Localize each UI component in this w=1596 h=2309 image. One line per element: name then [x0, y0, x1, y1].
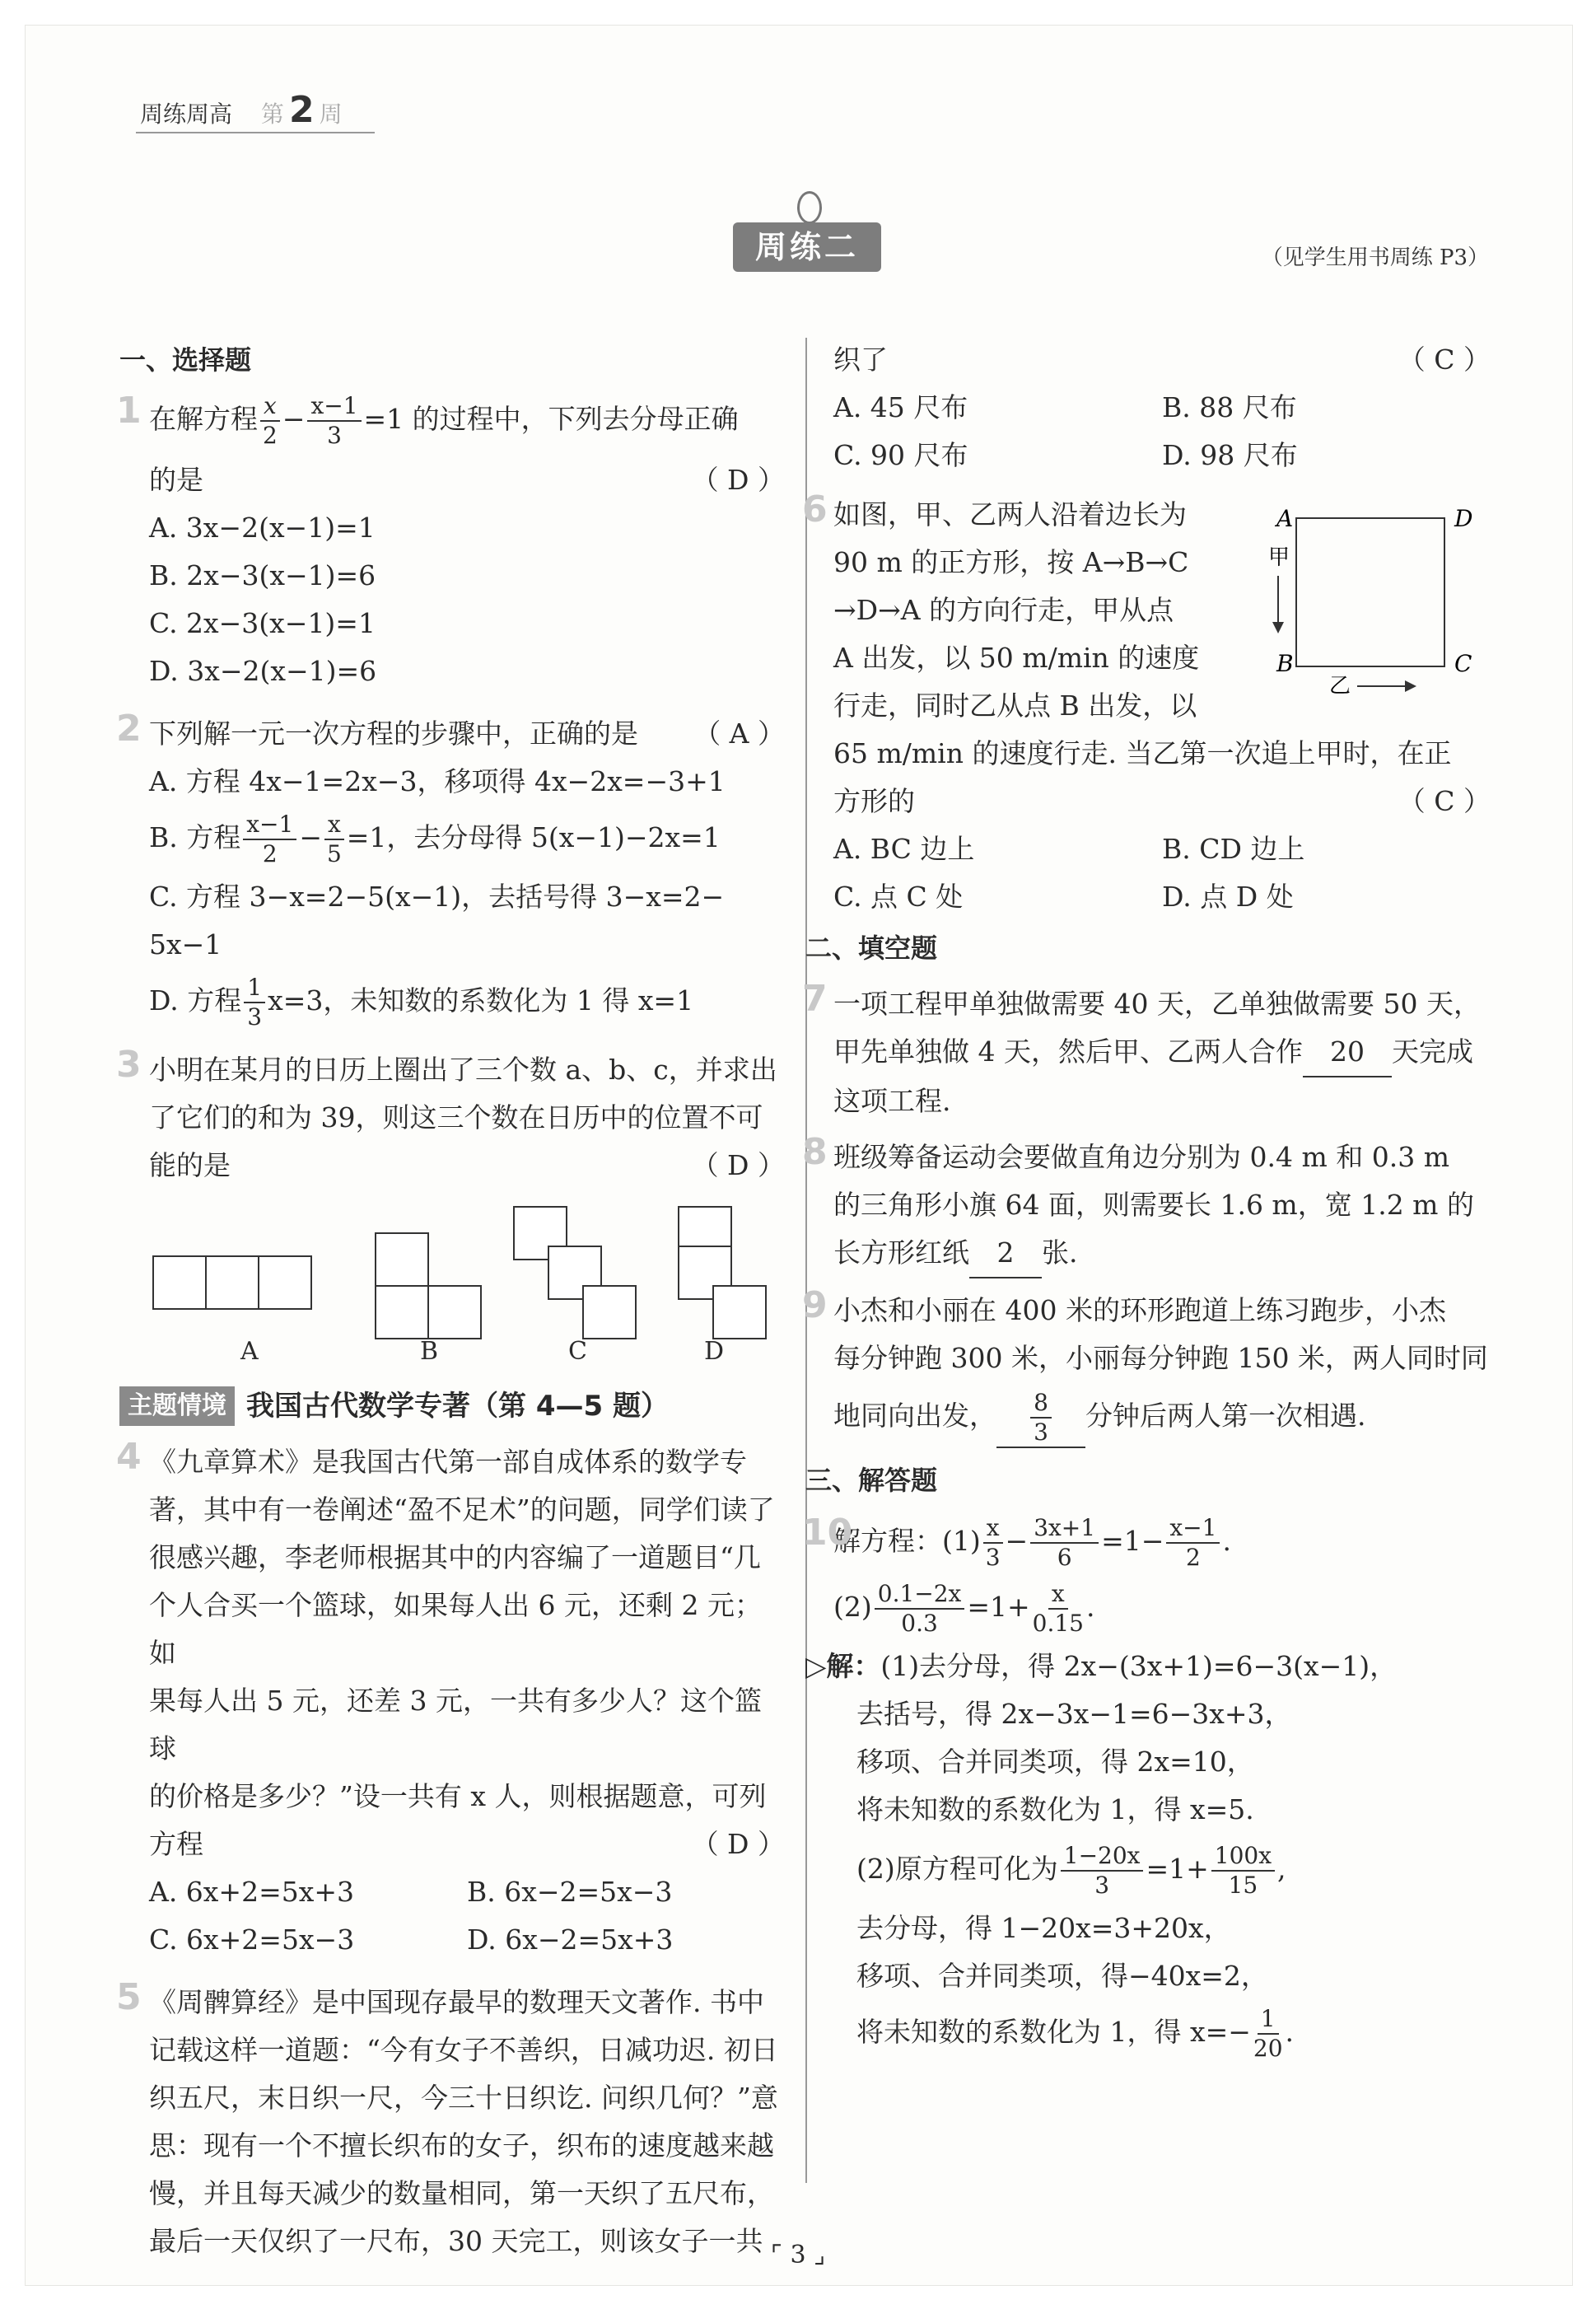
numerator: x−1 — [1166, 1514, 1220, 1544]
denominator: 15 — [1228, 1872, 1258, 1899]
answer-mark: （ D ） — [691, 1149, 785, 1181]
topic-tag: 主题情境 — [119, 1386, 235, 1426]
fill-blank-answer: 20 — [1303, 1028, 1392, 1077]
q1-text: 的是 — [149, 464, 203, 496]
option: A. 6x+2=5x+3 — [149, 1876, 354, 1908]
fig-c-cell — [582, 1285, 637, 1339]
equals: =1− — [1101, 1525, 1164, 1557]
fraction — [1030, 1514, 1099, 1572]
fill-blank-answer: 2 — [969, 1229, 1042, 1278]
numerator: 8 — [1030, 1389, 1052, 1419]
q4-text: 方程 — [149, 1828, 203, 1860]
fraction — [244, 974, 265, 1031]
section-solve: 三、解答题 — [805, 1465, 938, 1496]
denominator: 5 — [326, 840, 342, 867]
square-path-figure — [1260, 507, 1491, 696]
option: B. 6x−2=5x−3 — [467, 1876, 673, 1908]
fraction — [875, 1580, 965, 1638]
option-text: B. 方程 — [149, 821, 241, 853]
q7-line: 这项工程. — [833, 1085, 951, 1117]
solution-line: 将未知数的系数化为 1，得 x=5. — [856, 1793, 1254, 1825]
option: C. 点 C 处 — [833, 881, 964, 913]
option: B. CD 边上 — [1162, 833, 1305, 865]
arrowhead-yi — [1405, 680, 1416, 692]
option: C. 方程 3−x=2−5(x−1)，去括号得 3−x=2− — [149, 881, 725, 913]
q4-line: 很感兴趣，李老师根据其中的内容编了一道题目“几 — [149, 1541, 761, 1573]
option — [119, 974, 785, 1031]
fig-b-cell — [375, 1232, 429, 1287]
answer-mark: （ C ） — [1398, 344, 1491, 376]
option-row — [119, 1916, 785, 1964]
q7-text: 甲先单独做 4 天，然后甲、乙两人合作 — [833, 1035, 1303, 1068]
fig-label-c: C — [568, 1337, 587, 1366]
badge-knot — [797, 191, 822, 224]
question-1 — [116, 390, 785, 504]
solution-line: 移项、合并同类项，得−40x=2， — [856, 1960, 1268, 1992]
question-5 — [116, 1976, 785, 2265]
answer-mark: （ A ） — [693, 717, 785, 750]
minus: − — [1005, 1525, 1029, 1557]
numerator: 1 — [244, 974, 265, 1003]
option: A. 45 尺布 — [833, 391, 968, 423]
q8-text: 长方形红纸 — [833, 1236, 969, 1269]
q9-line3 — [833, 1389, 1491, 1448]
q8-text: 张. — [1042, 1236, 1078, 1269]
period: . — [1086, 1591, 1095, 1623]
option — [119, 811, 785, 868]
option-text: x=3，未知数的系数化为 1 得 x=1 — [268, 984, 694, 1017]
option-row — [833, 873, 1491, 921]
page-number: ⌜ 3 ⌟ — [770, 2241, 826, 2269]
question-3 — [116, 1044, 785, 1190]
fraction — [324, 811, 344, 868]
numerator: 1−20x — [1061, 1842, 1144, 1872]
q2-text: 下列解一元一次方程的步骤中，正确的是 — [149, 717, 638, 750]
fig-label-a: A — [240, 1337, 259, 1366]
q6-line: 如图，甲、乙两人沿着边长为 — [833, 498, 1187, 531]
period: . — [1222, 1525, 1231, 1557]
q5-continued — [833, 336, 1491, 384]
fig-label-b: B — [420, 1337, 439, 1366]
option: B. 2x−3(x−1)=6 — [149, 559, 376, 591]
topic-title: 我国古代数学专著（第 4—5 题） — [246, 1390, 669, 1423]
denominator: 3 — [327, 422, 342, 449]
fraction — [1253, 2005, 1283, 2063]
option: D. 点 D 处 — [1162, 881, 1294, 913]
question-number: 5 — [116, 1976, 142, 2018]
week-suffix: 周 — [319, 100, 343, 128]
q5-line: 织五尺，末日织一尺，今三十日织讫. 问织几何？”意 — [149, 2082, 778, 2114]
fraction — [307, 392, 361, 450]
option-row — [833, 825, 1491, 873]
option: A. 方程 4x−1=2x−3，移项得 4x−2x=−3+1 — [149, 765, 726, 797]
fig-a-cell — [152, 1255, 207, 1310]
solution-line — [805, 1643, 1491, 1690]
numerator: x — [1048, 1580, 1068, 1610]
option: C. 2x−3(x−1)=1 — [149, 607, 376, 639]
q3-line: 了它们的和为 39，则这三个数在日历中的位置不可 — [149, 1101, 763, 1133]
fig-a-cell — [205, 1255, 259, 1310]
option-row — [833, 384, 1491, 432]
solution-label: ▷解： — [805, 1650, 881, 1682]
q5-line: 慢，并且每天减少的数量相同，第一天织了五尺布， — [149, 2177, 774, 2209]
title-badge: 周练二 — [733, 222, 881, 272]
option: B. 88 尺布 — [1162, 391, 1297, 423]
question-number: 3 — [116, 1044, 142, 1086]
q7-text: 天完成 — [1391, 1035, 1473, 1068]
q9-text: 分钟后两人第一次相遇. — [1085, 1400, 1366, 1432]
question-number: 9 — [802, 1284, 828, 1326]
q7-line: 一项工程甲单独做需要 40 天，乙单独做需要 50 天， — [833, 988, 1481, 1020]
answer-mark: （ C ） — [1398, 785, 1491, 817]
comma: , — [1276, 1853, 1286, 1885]
question-number: 6 — [802, 488, 828, 531]
numerator: x — [260, 392, 280, 422]
q9-text: 地同向出发， — [833, 1400, 996, 1432]
denominator: 3 — [247, 1003, 263, 1031]
q4-line: 个人合买一个篮球，如果每人出 6 元，还剩 2 元；如 — [149, 1589, 762, 1669]
numerator: x — [324, 811, 344, 840]
question-2 — [116, 708, 785, 758]
denominator: 2 — [262, 422, 278, 449]
fraction — [243, 811, 296, 868]
vertex-c: C — [1454, 650, 1472, 677]
solution-text: (2)原方程可化为 — [856, 1853, 1058, 1885]
fraction — [1211, 1842, 1275, 1900]
equals: =1+ — [1146, 1853, 1209, 1885]
equals: =1+ — [967, 1591, 1030, 1623]
reference-note: （见学生用书周练 P3） — [1261, 245, 1489, 270]
question-4 — [116, 1436, 785, 1868]
q6-line: 行走，同时乙从点 B 出发，以 — [833, 689, 1197, 722]
solution-line — [805, 2005, 1491, 2063]
numerator: 1 — [1258, 2005, 1279, 2035]
question-number: 2 — [116, 708, 142, 750]
q6-line: 90 m 的正方形，按 A→B→C — [833, 546, 1189, 578]
option-row — [833, 432, 1491, 479]
fraction — [260, 392, 280, 450]
fig-a-cell — [258, 1255, 312, 1310]
question-7 — [802, 978, 1491, 1125]
vertex-b: B — [1276, 650, 1294, 677]
question-8 — [802, 1131, 1491, 1278]
question-number: 1 — [116, 390, 142, 432]
q3-line3 — [149, 1142, 785, 1190]
topic-banner — [119, 1382, 785, 1430]
solution-line: 移项、合并同类项，得 2x=10， — [856, 1746, 1254, 1778]
denominator: 2 — [1186, 1544, 1201, 1571]
option: C. 90 尺布 — [833, 439, 968, 471]
q5-line: 《周髀算经》是中国现存最早的数理天文著作. 书中 — [149, 1986, 764, 2018]
q3-text: 能的是 — [149, 1149, 231, 1181]
section-choice: 一、选择题 — [119, 344, 252, 376]
arrowhead-jia — [1272, 622, 1284, 633]
solution — [805, 1643, 1491, 2063]
q5-line: 思：现有一个不擅长织布的女子，织布的速度越来越 — [149, 2129, 774, 2162]
question-number: 7 — [802, 978, 828, 1020]
fraction — [1061, 1842, 1144, 1900]
header-underline — [136, 132, 375, 133]
denominator: 0.15 — [1032, 1610, 1084, 1637]
q9-line: 每分钟跑 300 米，小丽每分钟跑 150 米，两人同时同 — [833, 1342, 1488, 1374]
vertex-a: A — [1276, 507, 1294, 532]
fig-label-d: D — [704, 1337, 725, 1366]
q10-part1 — [833, 1514, 1491, 1572]
denominator: 2 — [262, 840, 278, 867]
q1-pre: 在解方程 — [149, 403, 258, 435]
q9-line: 小杰和小丽在 400 米的环形跑道上练习跑步，小杰 — [833, 1294, 1446, 1326]
page-number-value: 3 — [790, 2241, 806, 2269]
minus: − — [282, 403, 306, 435]
fill-blank-answer — [996, 1389, 1085, 1448]
option: D. 6x−2=5x+3 — [467, 1923, 674, 1956]
q6-line: A 出发，以 50 m/min 的速度 — [833, 642, 1200, 674]
answer-mark: （ D ） — [691, 464, 785, 496]
denominator: 3 — [985, 1544, 1001, 1571]
numerator: 100x — [1211, 1842, 1275, 1872]
q8-line: 的三角形小旗 64 面，则需要长 1.6 m，宽 1.2 m 的 — [833, 1189, 1474, 1221]
option: D. 3x−2(x−1)=6 — [149, 655, 377, 687]
option: A. BC 边上 — [833, 833, 975, 865]
week-number: 2 — [288, 89, 315, 131]
option: A. 3x−2(x−1)=1 — [149, 512, 376, 544]
q5-line: 最后一天仅织了一尺布，30 天完工，则该女子一共 — [149, 2225, 763, 2257]
denominator: 6 — [1057, 1544, 1072, 1571]
q1-line2 — [149, 456, 785, 504]
question-number: 10 — [802, 1512, 853, 1554]
option-text: =1，去分母得 5(x−1)−2x=1 — [346, 821, 721, 853]
solution-line: 去分母，得 1−20x=3+20x， — [856, 1912, 1231, 1944]
q1-stem — [149, 392, 785, 450]
label-yi: 乙 — [1329, 674, 1351, 696]
q8-line: 班级筹备运动会要做直角边分别为 0.4 m 和 0.3 m — [833, 1141, 1449, 1173]
q5-line: 记载这样一道题：“今有女子不善织，日减功迟. 初日 — [149, 2034, 778, 2066]
denominator: 20 — [1253, 2035, 1283, 2062]
solution-line — [805, 1842, 1491, 1900]
numerator: x−1 — [307, 392, 361, 422]
solution-text: 将未知数的系数化为 1，得 x=− — [856, 2016, 1251, 2048]
question-10 — [802, 1512, 1491, 1638]
minus: − — [299, 821, 322, 853]
numerator: 0.1−2x — [875, 1580, 965, 1610]
question-9 — [802, 1284, 1491, 1448]
calendar-figures — [119, 1206, 785, 1371]
solution-line: 去括号，得 2x−3x−1=6−3x+3， — [856, 1698, 1292, 1730]
fraction — [983, 1514, 1003, 1572]
fraction — [1030, 1389, 1052, 1447]
left-column — [116, 336, 785, 2265]
q4-last-line — [149, 1821, 785, 1868]
q3-line: 小明在某月的日历上圈出了三个数 a、b、c，并求出 — [149, 1054, 777, 1086]
question-number: 4 — [116, 1436, 142, 1478]
denominator: 0.3 — [901, 1610, 938, 1637]
fraction — [1166, 1514, 1220, 1572]
label-jia: 甲 — [1268, 545, 1290, 570]
question-number: 8 — [802, 1131, 828, 1173]
numerator: 3x+1 — [1030, 1514, 1099, 1544]
option-text: D. 方程 — [149, 984, 242, 1017]
option: D. 98 尺布 — [1162, 439, 1298, 471]
period: . — [1285, 2016, 1295, 2048]
q6-last-line — [833, 778, 1491, 825]
option: C. 6x+2=5x−3 — [149, 1923, 355, 1956]
solution-text: (1)去分母，得 2x−(3x+1)=6−3(x−1)， — [880, 1650, 1398, 1682]
option-row — [119, 1868, 785, 1916]
q10-part2 — [833, 1580, 1491, 1638]
section-fill: 二、填空题 — [805, 932, 938, 964]
q5-text: 织了 — [833, 344, 888, 376]
answer-mark: （ D ） — [691, 1828, 785, 1860]
q8-line3 — [833, 1229, 1491, 1278]
q4-line: 《九章算术》是我国古代第一部自成体系的数学专 — [149, 1446, 747, 1478]
numerator: x−1 — [243, 811, 296, 840]
q4-line: 著，其中有一卷阐述“盈不足术”的问题，同学们读了 — [149, 1493, 775, 1526]
vertex-d: D — [1454, 507, 1473, 532]
q10-text: (2) — [833, 1591, 872, 1623]
q4-line: 果每人出 5 元，还差 3 元，一共有多少人？这个篮球 — [149, 1685, 762, 1764]
denominator: 3 — [1094, 1872, 1110, 1899]
fraction — [1033, 1580, 1084, 1638]
option-continued: 5x−1 — [149, 928, 222, 961]
square — [1296, 518, 1444, 666]
q6-text: 方形的 — [833, 785, 915, 817]
q6-line: →D→A 的方向行走，甲从点 — [833, 594, 1174, 626]
q2-stem — [149, 710, 785, 758]
series-name: 周练周高 — [140, 100, 233, 128]
q1-post: =1 的过程中，下列去分母正确 — [363, 403, 739, 435]
numerator: x — [983, 1514, 1003, 1544]
q10-text: 解方程：(1) — [833, 1525, 981, 1557]
denominator: 3 — [1034, 1419, 1048, 1446]
q7-line2 — [833, 1028, 1491, 1077]
week-prefix: 第 — [260, 100, 284, 128]
q4-line: 的价格是多少？”设一共有 x 人，则根据题意，可列 — [149, 1780, 767, 1812]
page-header — [140, 89, 343, 131]
q6-line: 65 m/min 的速度行走. 当乙第一次追上甲时，在正 — [833, 737, 1452, 769]
